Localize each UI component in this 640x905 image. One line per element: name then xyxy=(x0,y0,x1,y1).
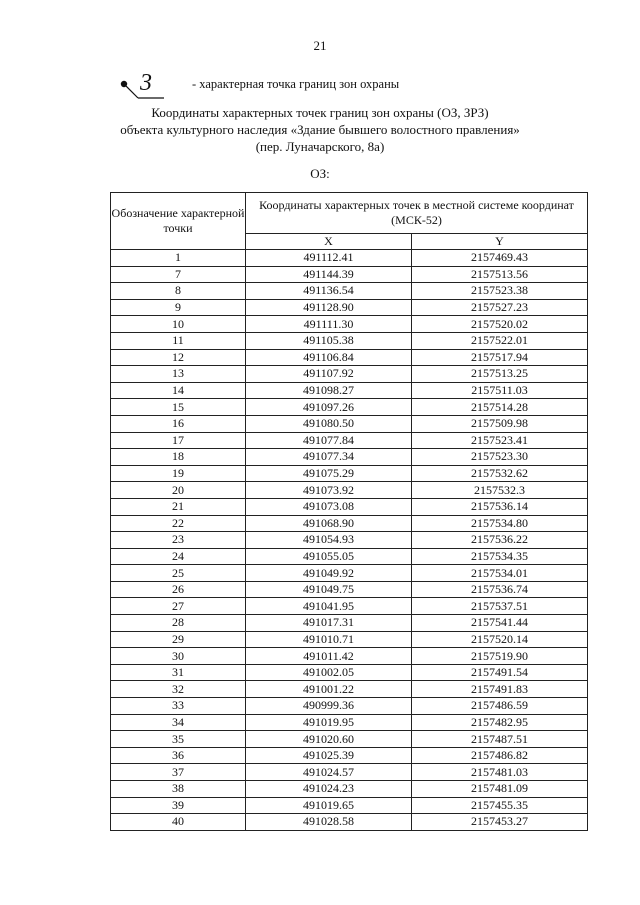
page-number: 21 xyxy=(313,38,327,53)
y-coordinate-cell: 2157534.01 xyxy=(412,565,588,582)
point-number-cell: 26 xyxy=(111,581,246,598)
x-coordinate-cell: 491106.84 xyxy=(246,349,412,366)
header-x: X xyxy=(246,234,412,250)
table-row xyxy=(111,797,588,814)
y-coordinate-cell: 2157486.59 xyxy=(412,698,588,715)
x-coordinate-cell: 491073.92 xyxy=(246,482,412,499)
point-number-cell: 10 xyxy=(111,316,246,333)
legend-marker-number: 3 xyxy=(140,70,152,96)
header-point-designation: Обозначение характерной точки xyxy=(111,193,246,250)
y-coordinate-cell: 2157523.30 xyxy=(412,449,588,466)
y-coordinate-cell: 2157486.82 xyxy=(412,747,588,764)
x-coordinate-cell: 491002.05 xyxy=(246,664,412,681)
point-number-cell: 1 xyxy=(111,250,246,267)
point-number-cell: 24 xyxy=(111,548,246,565)
y-coordinate-cell: 2157513.25 xyxy=(412,366,588,383)
point-number-cell: 21 xyxy=(111,498,246,515)
point-number-cell: 15 xyxy=(111,399,246,416)
x-coordinate-cell: 491098.27 xyxy=(246,382,412,399)
x-coordinate-cell: 491144.39 xyxy=(246,266,412,283)
point-number-cell: 32 xyxy=(111,681,246,698)
point-number-cell: 27 xyxy=(111,598,246,615)
x-coordinate-cell: 491001.22 xyxy=(246,681,412,698)
y-coordinate-cell: 2157514.28 xyxy=(412,399,588,416)
x-coordinate-cell: 491105.38 xyxy=(246,332,412,349)
table-row xyxy=(111,366,588,383)
y-coordinate-cell: 2157513.56 xyxy=(412,266,588,283)
x-coordinate-cell: 491080.50 xyxy=(246,415,412,432)
point-number-cell: 23 xyxy=(111,532,246,549)
point-number-cell: 34 xyxy=(111,714,246,731)
point-number-cell: 37 xyxy=(111,764,246,781)
document-title xyxy=(0,104,640,155)
point-number-cell: 33 xyxy=(111,698,246,715)
y-coordinate-cell: 2157482.95 xyxy=(412,714,588,731)
legend xyxy=(118,72,538,102)
y-coordinate-cell: 2157491.83 xyxy=(412,681,588,698)
table-row xyxy=(111,764,588,781)
table-row xyxy=(111,565,588,582)
point-number-cell: 18 xyxy=(111,449,246,466)
y-coordinate-cell: 2157532.3 xyxy=(412,482,588,499)
x-coordinate-cell: 491136.54 xyxy=(246,283,412,300)
point-number-cell: 39 xyxy=(111,797,246,814)
y-coordinate-cell: 2157536.22 xyxy=(412,532,588,549)
table-row xyxy=(111,698,588,715)
table-row xyxy=(111,714,588,731)
y-coordinate-cell: 2157523.38 xyxy=(412,283,588,300)
y-coordinate-cell: 2157469.43 xyxy=(412,250,588,267)
x-coordinate-cell: 491011.42 xyxy=(246,648,412,665)
x-coordinate-cell: 490999.36 xyxy=(246,698,412,715)
point-number-cell: 17 xyxy=(111,432,246,449)
x-coordinate-cell: 491024.23 xyxy=(246,781,412,798)
y-coordinate-cell: 2157453.27 xyxy=(412,814,588,831)
y-coordinate-cell: 2157517.94 xyxy=(412,349,588,366)
point-number-cell: 30 xyxy=(111,648,246,665)
table-row xyxy=(111,299,588,316)
point-number-cell: 22 xyxy=(111,515,246,532)
x-coordinate-cell: 491049.75 xyxy=(246,581,412,598)
table-row xyxy=(111,781,588,798)
point-number-cell: 7 xyxy=(111,266,246,283)
header-y: Y xyxy=(412,234,588,250)
table-row xyxy=(111,631,588,648)
y-coordinate-cell: 2157534.35 xyxy=(412,548,588,565)
point-number-cell: 20 xyxy=(111,482,246,499)
table-row xyxy=(111,515,588,532)
x-coordinate-cell: 491077.34 xyxy=(246,449,412,466)
y-coordinate-cell: 2157541.44 xyxy=(412,615,588,632)
x-coordinate-cell: 491020.60 xyxy=(246,731,412,748)
x-coordinate-cell: 491054.93 xyxy=(246,532,412,549)
table-row xyxy=(111,415,588,432)
point-number-cell: 11 xyxy=(111,332,246,349)
y-coordinate-cell: 2157481.03 xyxy=(412,764,588,781)
x-coordinate-cell: 491111.30 xyxy=(246,316,412,333)
table-row xyxy=(111,266,588,283)
point-number-cell: 38 xyxy=(111,781,246,798)
table-row xyxy=(111,449,588,466)
table-row xyxy=(111,250,588,267)
x-coordinate-cell: 491019.65 xyxy=(246,797,412,814)
y-coordinate-cell: 2157527.23 xyxy=(412,299,588,316)
point-number-cell: 31 xyxy=(111,664,246,681)
table-row xyxy=(111,615,588,632)
table-row xyxy=(111,814,588,831)
table-row xyxy=(111,465,588,482)
table-row xyxy=(111,664,588,681)
y-coordinate-cell: 2157522.01 xyxy=(412,332,588,349)
point-number-cell: 9 xyxy=(111,299,246,316)
point-number-cell: 8 xyxy=(111,283,246,300)
table-row xyxy=(111,548,588,565)
table-row xyxy=(111,283,588,300)
title-line-3: (пер. Луначарского, 8а) xyxy=(255,139,385,154)
y-coordinate-cell: 2157519.90 xyxy=(412,648,588,665)
y-coordinate-cell: 2157534.80 xyxy=(412,515,588,532)
table-body xyxy=(111,250,588,831)
table-row xyxy=(111,532,588,549)
x-coordinate-cell: 491017.31 xyxy=(246,615,412,632)
y-coordinate-cell: 2157537.51 xyxy=(412,598,588,615)
y-coordinate-cell: 2157509.98 xyxy=(412,415,588,432)
table-row xyxy=(111,681,588,698)
table-row xyxy=(111,598,588,615)
title-line-2: объекта культурного наследия «Здание бывшего волостного правления» xyxy=(120,122,520,137)
x-coordinate-cell: 491068.90 xyxy=(246,515,412,532)
point-number-cell: 16 xyxy=(111,415,246,432)
y-coordinate-cell: 2157487.51 xyxy=(412,731,588,748)
table-row xyxy=(111,349,588,366)
point-number-cell: 35 xyxy=(111,731,246,748)
point-number-cell: 19 xyxy=(111,465,246,482)
point-number-cell: 14 xyxy=(111,382,246,399)
table-row xyxy=(111,581,588,598)
x-coordinate-cell: 491075.29 xyxy=(246,465,412,482)
x-coordinate-cell: 491019.95 xyxy=(246,714,412,731)
table-row xyxy=(111,648,588,665)
y-coordinate-cell: 2157536.74 xyxy=(412,581,588,598)
table-row xyxy=(111,432,588,449)
table-row xyxy=(111,482,588,499)
table-row xyxy=(111,731,588,748)
point-number-cell: 13 xyxy=(111,366,246,383)
y-coordinate-cell: 2157520.02 xyxy=(412,316,588,333)
x-coordinate-cell: 491107.92 xyxy=(246,366,412,383)
y-coordinate-cell: 2157520.14 xyxy=(412,631,588,648)
point-number-cell: 40 xyxy=(111,814,246,831)
y-coordinate-cell: 2157536.14 xyxy=(412,498,588,515)
header-coordinates: Координаты характерных точек в местной системе координат (МСК-52) xyxy=(246,193,588,234)
point-number-cell: 36 xyxy=(111,747,246,764)
x-coordinate-cell: 491055.05 xyxy=(246,548,412,565)
point-number-cell: 28 xyxy=(111,615,246,632)
point-number-cell: 25 xyxy=(111,565,246,582)
x-coordinate-cell: 491128.90 xyxy=(246,299,412,316)
y-coordinate-cell: 2157455.35 xyxy=(412,797,588,814)
table-row xyxy=(111,747,588,764)
x-coordinate-cell: 491028.58 xyxy=(246,814,412,831)
x-coordinate-cell: 491112.41 xyxy=(246,250,412,267)
y-coordinate-cell: 2157491.54 xyxy=(412,664,588,681)
x-coordinate-cell: 491025.39 xyxy=(246,747,412,764)
x-coordinate-cell: 491077.84 xyxy=(246,432,412,449)
table-row xyxy=(111,498,588,515)
y-coordinate-cell: 2157523.41 xyxy=(412,432,588,449)
x-coordinate-cell: 491010.71 xyxy=(246,631,412,648)
x-coordinate-cell: 491073.08 xyxy=(246,498,412,515)
legend-text: - характерная точка границ зон охраны xyxy=(192,77,400,91)
x-coordinate-cell: 491024.57 xyxy=(246,764,412,781)
x-coordinate-cell: 491049.92 xyxy=(246,565,412,582)
coordinates-table xyxy=(110,192,588,831)
table-row xyxy=(111,399,588,416)
zone-label: ОЗ: xyxy=(310,166,330,181)
y-coordinate-cell: 2157481.09 xyxy=(412,781,588,798)
y-coordinate-cell: 2157511.03 xyxy=(412,382,588,399)
point-number-cell: 29 xyxy=(111,631,246,648)
x-coordinate-cell: 491041.95 xyxy=(246,598,412,615)
table-row xyxy=(111,382,588,399)
table-row xyxy=(111,332,588,349)
x-coordinate-cell: 491097.26 xyxy=(246,399,412,416)
point-number-cell: 12 xyxy=(111,349,246,366)
y-coordinate-cell: 2157532.62 xyxy=(412,465,588,482)
title-line-1: Координаты характерных точек границ зон охраны (ОЗ, ЗРЗ) xyxy=(151,105,489,120)
table-row xyxy=(111,316,588,333)
